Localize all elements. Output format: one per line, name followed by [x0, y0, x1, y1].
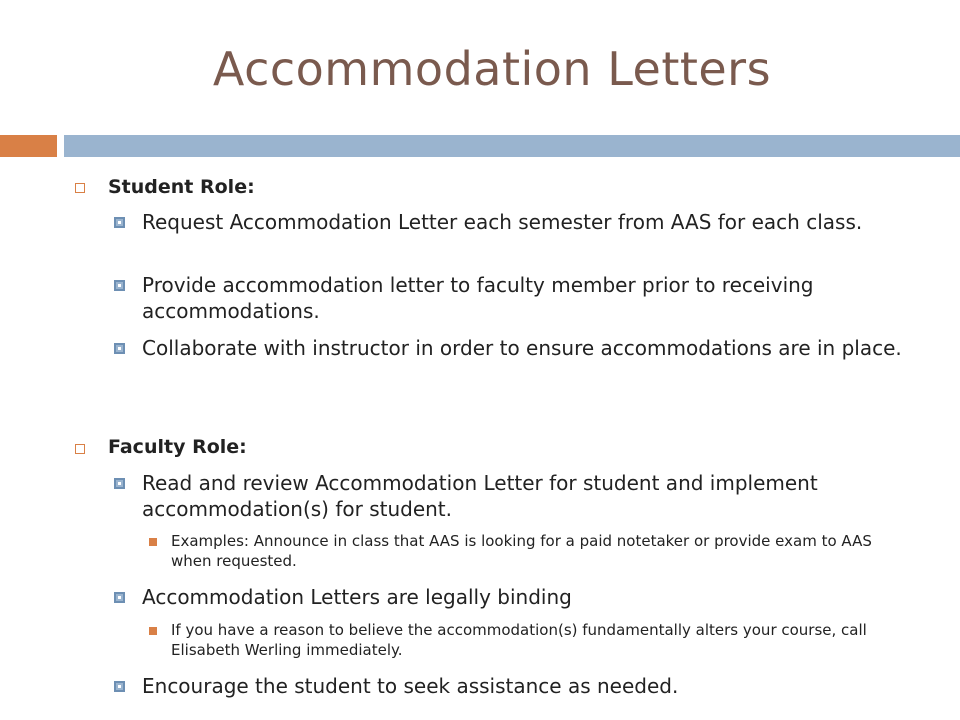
list-item: Read and review Accommodation Letter for student and implement accommodation(s) for student.	[142, 471, 818, 521]
list-item: Collaborate with instructor in order to ensure accommodations are in place.	[142, 336, 902, 360]
list-item: Encourage the student to seek assistance as needed.	[142, 674, 679, 698]
list-item: Accommodation Letters are legally binding	[142, 585, 572, 609]
section-heading-faculty: Faculty Role:	[108, 436, 247, 458]
filled-square-bullet-icon	[149, 627, 157, 635]
square-bullet-icon	[114, 681, 125, 692]
list-item: Provide accommodation letter to faculty member prior to receiving accommodations.	[142, 273, 814, 323]
square-bullet-icon	[114, 280, 125, 291]
filled-square-bullet-icon	[149, 538, 157, 546]
section-heading-student: Student Role:	[108, 176, 255, 198]
square-bullet-icon	[114, 592, 125, 603]
hollow-square-bullet-icon	[75, 444, 85, 454]
square-bullet-icon	[114, 478, 125, 489]
square-bullet-icon	[114, 343, 125, 354]
sub-list-item: Examples: Announce in class that AAS is looking for a paid notetaker or provide exam to AAS when requested.	[171, 532, 872, 570]
sub-list-item: If you have a reason to believe the accommodation(s) fundamentally alters your course, call Elisabeth Werling immediately.	[171, 621, 867, 659]
slide-title: Accommodation Letters	[212, 42, 772, 96]
square-bullet-icon	[114, 217, 125, 228]
list-item: Request Accommodation Letter each semester from AAS for each class.	[142, 210, 863, 234]
hollow-square-bullet-icon	[75, 183, 85, 193]
